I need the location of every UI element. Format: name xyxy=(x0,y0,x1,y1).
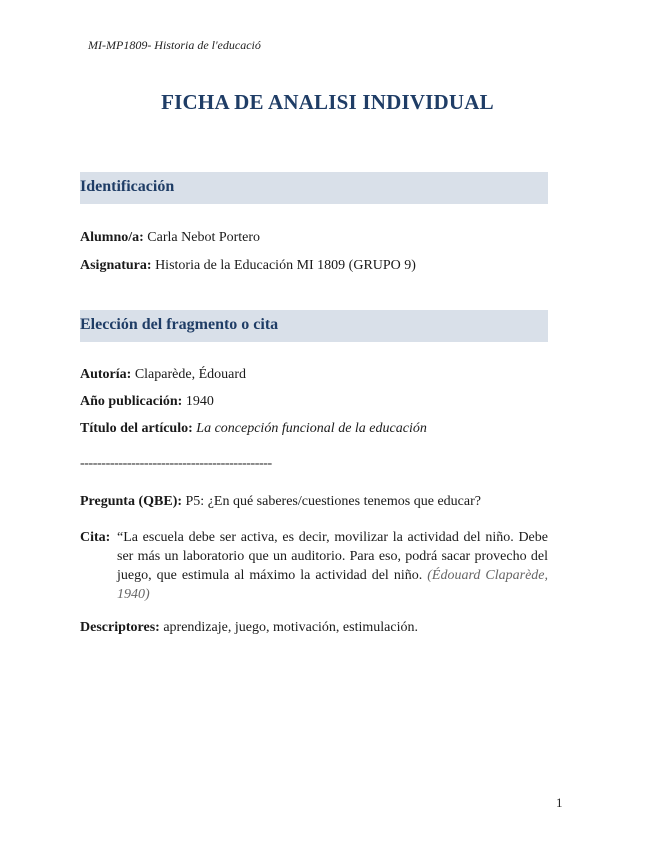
question-value: P5: ¿En qué saberes/cuestiones tenemos que educar? xyxy=(185,494,481,509)
page-title: FICHA DE ANALISI INDIVIDUAL xyxy=(161,90,494,114)
quote-label: Cita: xyxy=(80,530,111,545)
question-label: Pregunta (QBE): xyxy=(80,494,183,509)
descriptors-label: Descriptores: xyxy=(80,620,160,635)
student-label: Alumno/a: xyxy=(80,230,144,245)
quote-text: “La escuela debe ser activa, es decir, movilizar la actividad del niño. Debe ser más un laboratorio que un auditorio. Para eso, podrá sacar provecho del juego, que estimula al máximo la actividad del niño. xyxy=(117,530,548,583)
year-label: Año publicación: xyxy=(80,394,183,409)
header-course-note: MI-MP1809- Historia de l'educació xyxy=(88,38,261,52)
question-line xyxy=(80,494,481,510)
year-line xyxy=(80,394,214,410)
subject-value: Historia de la Educación MI 1809 (GRUPO 9) xyxy=(155,258,416,273)
year-value: 1940 xyxy=(185,394,214,409)
article-value: La concepción funcional de la educación xyxy=(196,421,427,436)
student-line xyxy=(80,230,260,246)
subject-line xyxy=(80,258,416,274)
descriptors-line xyxy=(80,620,418,636)
article-label: Título del artículo: xyxy=(80,421,193,436)
quote-text-container xyxy=(117,528,548,604)
author-value: Claparède, Édouard xyxy=(134,367,247,382)
section-selection xyxy=(80,310,548,342)
section-heading-selection: Elección del fragmento o cita xyxy=(80,316,279,333)
subject-label: Asignatura: xyxy=(80,258,152,273)
quote-block xyxy=(80,528,548,604)
student-value: Carla Nebot Portero xyxy=(147,230,261,245)
article-line xyxy=(80,421,427,437)
author-line xyxy=(80,367,246,383)
section-identification xyxy=(80,172,548,204)
page-number: 1 xyxy=(556,795,563,810)
quote-source: (Édouard Claparède, 1940) xyxy=(117,568,549,602)
author-label: Autoría: xyxy=(80,367,132,382)
descriptors-value: aprendizaje, juego, motivación, estimulación. xyxy=(163,620,418,635)
divider-line: --------------------------------------------- xyxy=(80,456,272,471)
section-heading-identification: Identificación xyxy=(80,178,175,195)
